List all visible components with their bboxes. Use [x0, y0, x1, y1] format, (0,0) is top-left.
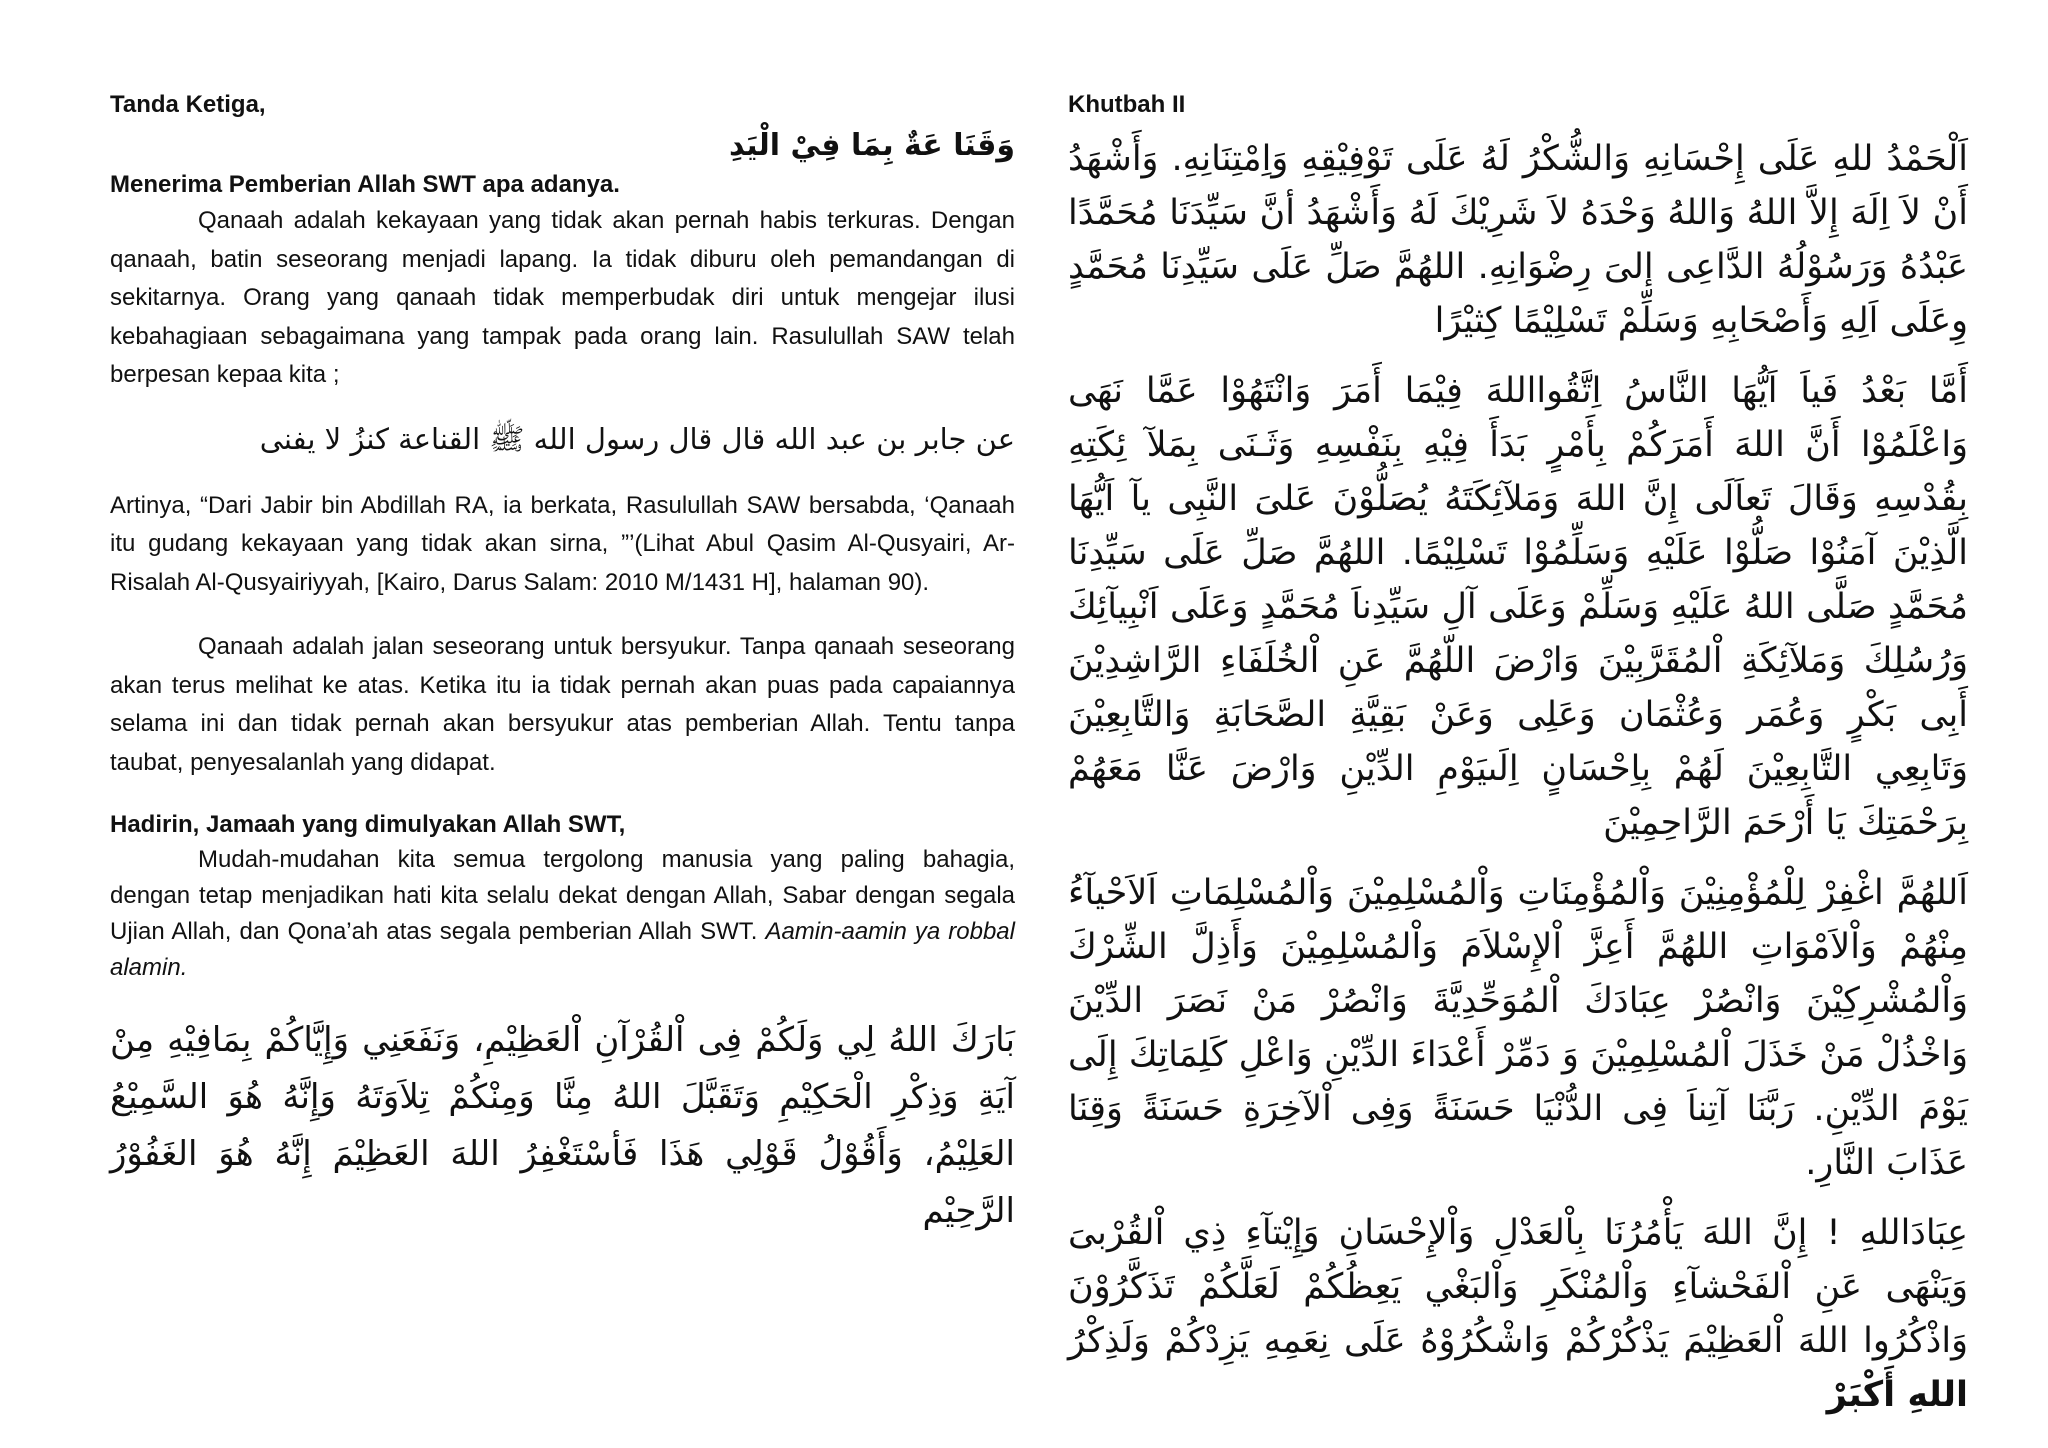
- paragraph-doa-text: Mudah-mudahan kita semua tergolong manusia yang paling bahagia, dengan tetap menjadikan hati kita selalu dekat dengan Allah, Sabar dengan segala Ujian Allah, dan Qona’ah atas segala pemberian Allah SWT.: [110, 846, 1015, 945]
- paragraph-qanaah-2: Qanaah adalah jalan seseorang untuk bersyukur. Tanpa qanaah seseorang akan terus melihat ke atas. Ketika itu ia tidak pernah akan puas pada capaiannya selama ini dan tidak pernah akan bersyukur atas pemberian Allah. Tentu tanpa taubat, penyesalanlah yang didapat.: [110, 633, 1015, 776]
- right-column: [1068, 88, 1968, 1422]
- hadith-arabic: عن جابر بن عبد الله قال قال رسول الله ﷺ القناعة كنزُ لا يفنى: [259, 421, 1015, 456]
- section-heading-hadirin: Hadirin, Jamaah yang dimulyakan Allah SWT,: [110, 811, 626, 838]
- paragraph-doa-italic: Aamin-aamin ya robbal alamin.: [110, 918, 1015, 981]
- khutbah-ii-heading: Khutbah II: [1068, 91, 1186, 118]
- arabic-ibadallah: [1068, 1206, 1968, 1422]
- section-heading-tanda-ketiga: Tanda Ketiga,: [110, 91, 266, 118]
- arabic-amma-badu: أَمَّا بَعْدُ فَياَ اَيُّهَا النَّاسُ اِتَّقُوااللهَ فِيْمَا أَمَرَ وَانْتَهُوْا عَمَّا نَهَى وَاعْلَمُوْا أَنَّ اللهَ أَمَرَكُمْ بِأَمْرٍ بَدَأَ فِيْهِ بِنَفْسِهِ وَثَـنَى بِمَلآ ئِكَتِهِ بِقُدْسِهِ وَقَالَ تَعاَلَى إِنَّ اللهَ وَمَلآئِكَتَهُ يُصَلُّوْنَ عَلىَ النَّبِى يآ اَيُّهَا الَّذِيْنَ آمَنُوْا صَلُّوْا عَلَيْهِ وَسَلِّمُوْا تَسْلِيْمًا. اللهُمَّ صَلِّ عَلَى سَيِّدِنَا مُحَمَّدٍ صَلَّى اللهُ عَلَيْهِ وَسَلِّمْ وَعَلَى آلِ سَيِّدِناَ مُحَمَّدٍ وَعَلَى اَنْبِيآئِكَ وَرُسُلِكَ وَمَلآئِكَةِ اْلمُقَرَّبِيْنَ وَارْضَ اللّهُمَّ عَنِ اْلخُلَفَاءِ الرَّاشِدِيْنَ أَبِى بَكْرٍ وَعُمَر وَعُثْمَان وَعَلِى وَعَنْ بَقِيَّةِ الصَّحَابَةِ وَالتَّابِعِيْنَ وَتَابِعِي التَّابِعِيْنَ لَهُمْ بِاِحْسَانٍ اِلَىيَوْمِ الدِّيْنِ وَارْضَ عَنَّا مَعَهُمْ بِرَحْمَتِكَ يَا أَرْحَمَ الرَّاحِمِيْنَ: [1068, 371, 1968, 843]
- paragraph-qanaah-1: Qanaah adalah kekayaan yang tidak akan pernah habis terkuras. Dengan qanaah, batin seseorang menjadi lapang. Ia tidak diburu oleh pemandangan di sekitarnya. Orang yang qanaah tidak memperbudak diri untuk mengejar ilusi kebahagiaan sebagaimana yang tampak pada orang lain. Rasulullah SAW telah berpesan kepaa kita ;: [110, 207, 1015, 388]
- closing-prayer-arabic: بَارَكَ اللهُ لِي وَلَكُمْ فِى اْلقُرْآنِ اْلعَظِيْمِ، وَنَفَعَنِي وَإِيَّاكُمْ بِمَافِيْهِ مِنْ آيَةِ وَذِكْرِ الْحَكِيْمِ وَتَقَبَّلَ اللهُ مِنَّا وَمِنْكُمْ تِلاَوَتَهُ وَإِنَّهُ هُوَ السَّمِيْعُ العَلِيْمُ، وَأَقُوْلُ قَوْلِي هَذَا فَأسْتَغْفِرُ اللهَ العَظِيْمَ إِنَّهُ هُوَ الغَفُوْرُ الرَّحِيْم: [110, 1020, 1015, 1231]
- arabic-allahu-akbar: اللهِ أَكْبَرْ: [1826, 1375, 1968, 1415]
- hadith-translation: Artinya, “Dari Jabir bin Abdillah RA, ia berkata, Rasulullah SAW bersabda, ‘Qanaah itu gudang kekayaan yang tidak akan sirna, ”’(Lihat Abul Qasim Al-Qusyairi, Ar-Risalah Al-Qusyairiyyah, [Kairo, Darus Salam: 2010 M/1431 H], halaman 90).: [110, 491, 1015, 596]
- arabic-heading: وَقَنَا عَةٌ بِمَا فِيْ الْيَدِ: [728, 128, 1015, 163]
- subheading-menerima: Menerima Pemberian Allah SWT apa adanya.: [110, 171, 620, 198]
- left-column: [110, 88, 1015, 1240]
- arabic-doa: اَللهُمَّ اغْفِرْ لِلْمُؤْمِنِيْنَ وَاْلمُؤْمِنَاتِ وَاْلمُسْلِمِيْنَ وَاْلمُسْلِمَاتِ اَلاَحْيآءُ مِنْهُمْ وَاْلاَمْوَاتِ اللهُمَّ أَعِزَّ اْلإِسْلاَمَ وَاْلمُسْلِمِيْنَ وَأَذِلَّ الشِّرْكَ وَاْلمُشْرِكِيْنَ وَانْصُرْ عِبَادَكَ اْلمُوَحِّدِيَّةَ وَانْصُرْ مَنْ نَصَرَ الدِّيْنَ وَاخْذُلْ مَنْ خَذَلَ اْلمُسْلِمِيْنَ وَ دَمِّرْ أَعْدَاءَ الدِّيْنِ وَاعْلِ كَلِمَاتِكَ إِلَى يَوْمَ الدِّيْنِ. رَبَّنَا آتِناَ فِى الدُّنْيَا حَسَنَةً وَفِى اْلآخِرَةِ حَسَنَةً وَقِنَا عَذَابَ النَّارِ.: [1068, 873, 1968, 1183]
- arabic-ibadallah-text: عِبَادَاللهِ ! إِنَّ اللهَ يَأْمُرُنَا بِاْلعَدْلِ وَاْلإِحْسَانِ وَإِيْتآءِ ذِي اْلقُرْبىَ وَيَنْهَى عَنِ اْلفَحْشآءِ وَاْلمُنْكَرِ وَاْلبَغْي يَعِظُكُمْ لَعَلَّكُمْ تَذَكَّرُوْنَ وَاذْكُرُوا اللهَ اْلعَظِيْمَ يَذْكُرْكُمْ وَاشْكُرُوْهُ عَلَى نِعَمِهِ يَزِدْكُمْ وَلَذِكْرُ: [1068, 1213, 1968, 1361]
- paragraph-doa: [110, 842, 1015, 986]
- arabic-hamdalah: اَلْحَمْدُ للهِ عَلَى إِحْسَانِهِ وَالشُّكْرُ لَهُ عَلَى تَوْفِيْقِهِ وَاِمْتِنَانِهِ. وَأَشْهَدُ أَنْ لاَ اِلَهَ إِلاَّ اللهُ وَاللهُ وَحْدَهُ لاَ شَرِيْكَ لَهُ وَأَشْهَدُ أنَّ سَيِّدَنَا مُحَمَّدًا عَبْدُهُ وَرَسُوْلُهُ الدَّاعِى إلىَ رِضْوَانِهِ. اللهُمَّ صَلِّ عَلَى سَيِّدِنَا مُحَمَّدٍ وِعَلَى اَلِهِ وَأَصْحَابِهِ وَسَلِّمْ تَسْلِيْمًا كِثيْرًا: [1068, 139, 1968, 341]
